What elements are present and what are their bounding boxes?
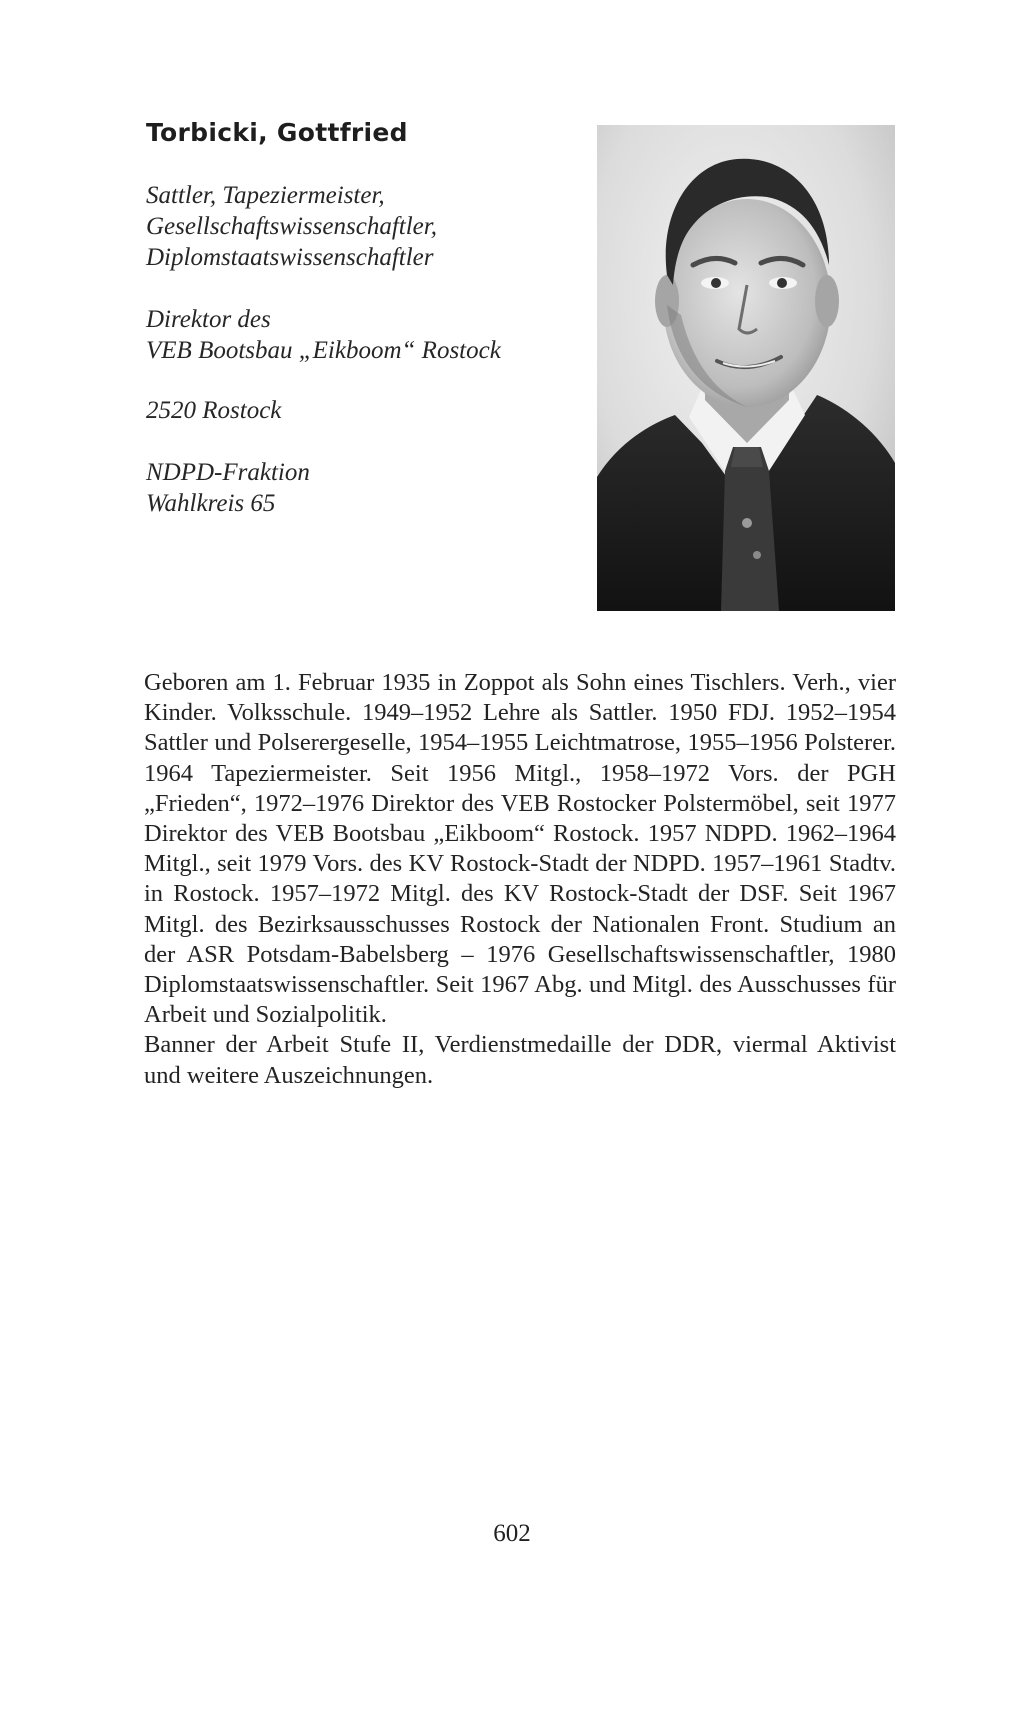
portrait-photo-icon <box>597 125 895 611</box>
page-number: 602 <box>493 1520 531 1547</box>
profession-line: Diplomstaatswissenschaftler <box>146 244 434 271</box>
position-block <box>146 304 576 366</box>
faction-line: NDPD-Fraktion <box>146 459 310 486</box>
biography-paragraph: Geboren am 1. Februar 1935 in Zoppot als Sohn eines Tischlers. Verh., vier Kinder. Volksschule. 1949–1952 Lehre als Sattler. 1950 FDJ. 1952–1954 Sattler und Polserergeselle, 1954–1955 Leichtmatrose, 1955–1956 Polsterer. 1964 Tapeziermeister. Seit 1956 Mitgl., 1958–1972 Vors. der PGH „Frieden“, 1972–1976 Direktor des VEB Rostocker Polstermöbel, seit 1977 Direktor des VEB Bootsbau „Eikboom“ Rostock. 1957 NDPD. 1962–1964 Mitgl., seit 1979 Vors. des KV Rostock-Stadt der NDPD. 1957–1961 Stadtv. in Rostock. 1957–1972 Mitgl. des KV Rostock-Stadt der DSF. Seit 1967 Mitgl. des Bezirksausschusses Rostock der Nationalen Front. Studium an der ASR Potsdam-Babelsberg – 1976 Gesellschaftswissenschaftler, 1980 Diplomstaatswissenschaftler. Seit 1967 Abg. und Mitgl. des Ausschusses für Arbeit und Sozialpolitik. <box>144 669 896 1029</box>
profession-line: Sattler, Tapeziermeister, <box>146 182 385 209</box>
entry-name: Torbicki, Gottfried <box>146 118 408 147</box>
portrait-photo <box>597 125 895 611</box>
position-line: VEB Bootsbau „Eikboom“ Rostock <box>146 337 501 364</box>
city-line: 2520 Rostock <box>146 397 282 424</box>
awards-paragraph: Banner der Arbeit Stufe II, Verdienstmedaille der DDR, viermal Aktivist und weitere Auszeichnungen. <box>144 1031 896 1089</box>
professions-block <box>146 180 576 273</box>
profession-line: Gesellschaftswissenschaftler, <box>146 213 437 240</box>
position-line: Direktor des <box>146 306 271 333</box>
party-block <box>146 457 576 519</box>
constituency-line: Wahlkreis 65 <box>146 490 276 517</box>
biography-text <box>144 668 896 1091</box>
